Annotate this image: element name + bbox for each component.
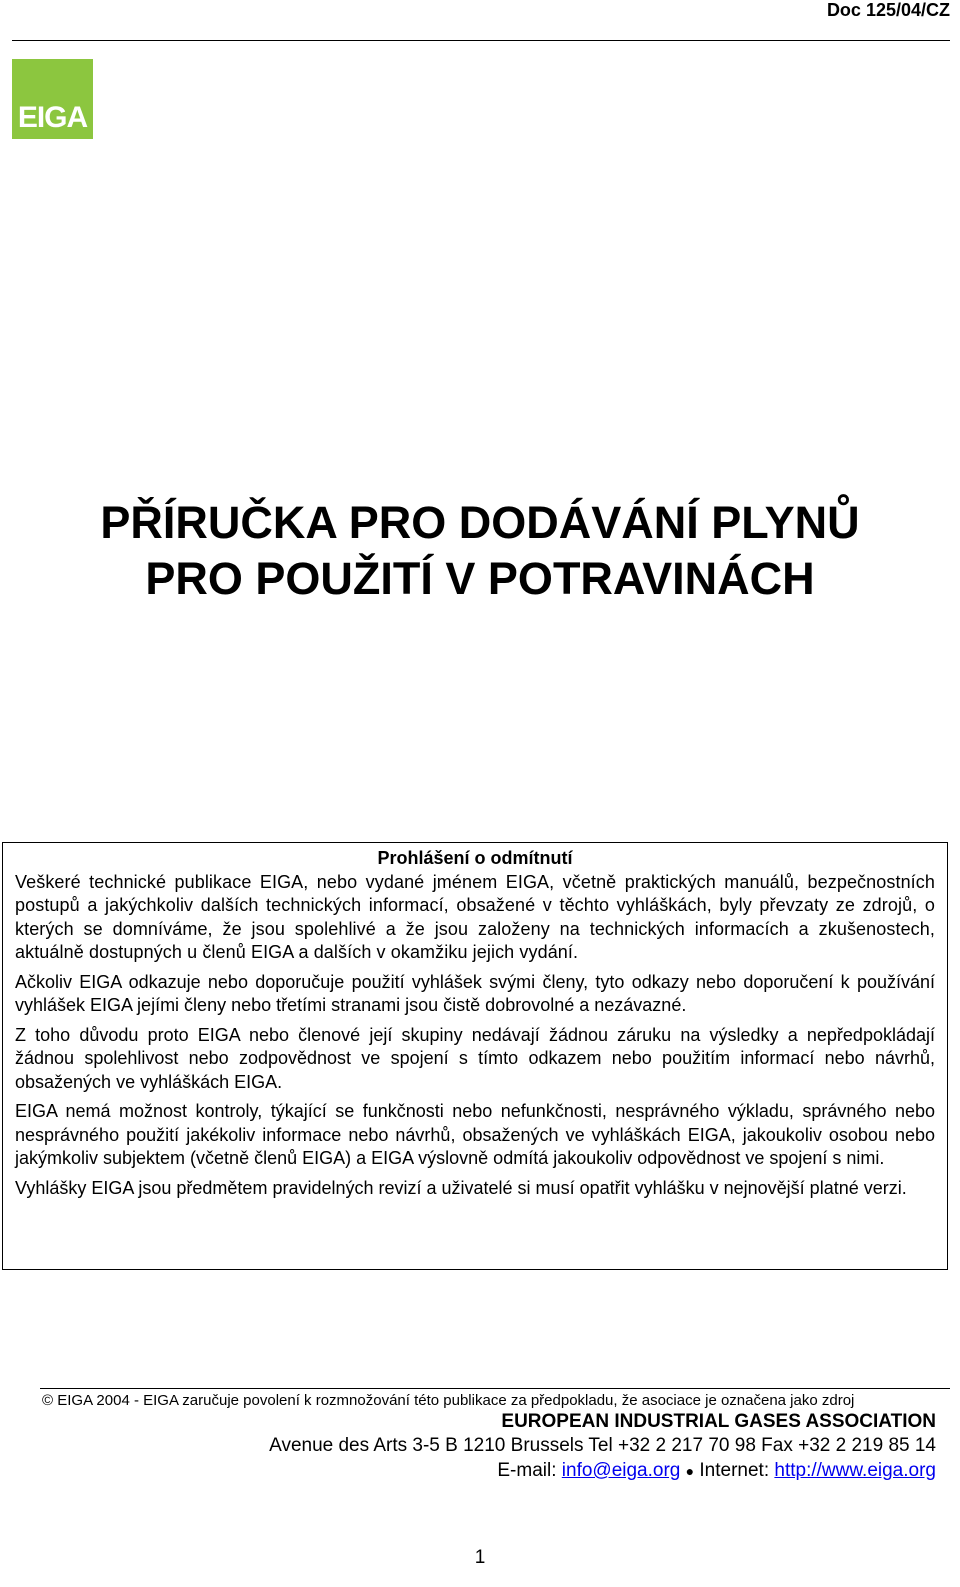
email-label: E-mail: xyxy=(497,1460,557,1481)
contact-line xyxy=(497,1459,936,1483)
disclaimer-paragraph: EIGA nemá možnost kontroly, týkající se funkčnosti nebo nefunkčnosti, nesprávného výkladu, správného nebo nesprávného použití jakékoliv informace nebo návrhů, obsažených ve vyhláškách EIGA, jakoukoliv osobou nebo jakýmkoliv subjektem (včetně členů EIGA) a EIGA výslovně odmítá jakoukoliv odpovědnost ve spojení s nimi. xyxy=(15,1101,935,1168)
bullet-icon: ● xyxy=(685,1463,695,1479)
email-link[interactable]: info@eiga.org xyxy=(561,1460,681,1481)
copyright-notice xyxy=(42,1391,937,1411)
title-line-1: PŘÍRUČKA PRO DODÁVÁNÍ PLYNŮ xyxy=(100,497,860,548)
eiga-logo xyxy=(12,59,93,139)
disclaimer-heading: Prohlášení o odmítnutí xyxy=(377,848,573,868)
disclaimer-paragraph: Vyhlášky EIGA jsou předmětem pravidelných revizí a uživatelé si musí opatřit vyhlášku v nejnovější platné verzi. xyxy=(15,1177,907,1198)
title-line-2: PRO POUŽITÍ V POTRAVINÁCH xyxy=(145,553,815,604)
disclaimer-box xyxy=(2,842,948,1270)
copyright-text: EIGA 2004 - EIGA zaručuje povolení k rozmnožování této publikace za předpokladu, že asociace je označena jako zdroj xyxy=(57,1392,855,1409)
document-title xyxy=(0,495,960,607)
website-link[interactable]: http://www.eiga.org xyxy=(774,1460,936,1481)
association-name: EUROPEAN INDUSTRIAL GASES ASSOCIATION xyxy=(501,1411,936,1432)
disclaimer-paragraph: Veškeré technické publikace EIGA, nebo vydané jménem EIGA, včetně praktických manuálů, bezpečnostních postupů a jakýchkoliv dalších technických informací, obsažené v těchto vyhláškách, byly převzaty ze zdrojů, o kterých se domníváme, že jsou spolehlivé a že jsou založeny na technických informacích a zkušenostech, aktuálně dostupných u členů EIGA a dalších v okamžiku jejich vydání. xyxy=(15,871,935,962)
document-reference: Doc 125/04/CZ xyxy=(826,0,950,20)
disclaimer-paragraph: Ačkoliv EIGA odkazuje nebo doporučuje použití vyhlášek svými členy, tyto odkazy nebo doporučení k používání vyhlášek EIGA jejími členy nebo třetími stranami jsou čistě dobrovolné a nezávazné. xyxy=(15,971,935,1015)
footer-divider xyxy=(40,1388,950,1389)
disclaimer-paragraph: Z toho důvodu proto EIGA nebo členové její skupiny nedávají žádnou záruku na výsledky a nepředpokládají žádnou spolehlivost nebo zodpovědnost ve spojení s tímto odkazem nebo použitím informací nebo návrhů, obsažených ve vyhláškách EIGA. xyxy=(15,1024,935,1092)
association-address: Avenue des Arts 3-5 B 1210 Brussels Tel +32 2 217 70 98 Fax +32 2 219 85 14 xyxy=(269,1435,936,1456)
header-divider xyxy=(12,40,950,41)
internet-label: Internet: xyxy=(699,1460,770,1481)
page-number: 1 xyxy=(474,1547,486,1568)
copyright-icon: © xyxy=(42,1392,54,1409)
logo-text: EIGA xyxy=(17,101,88,134)
